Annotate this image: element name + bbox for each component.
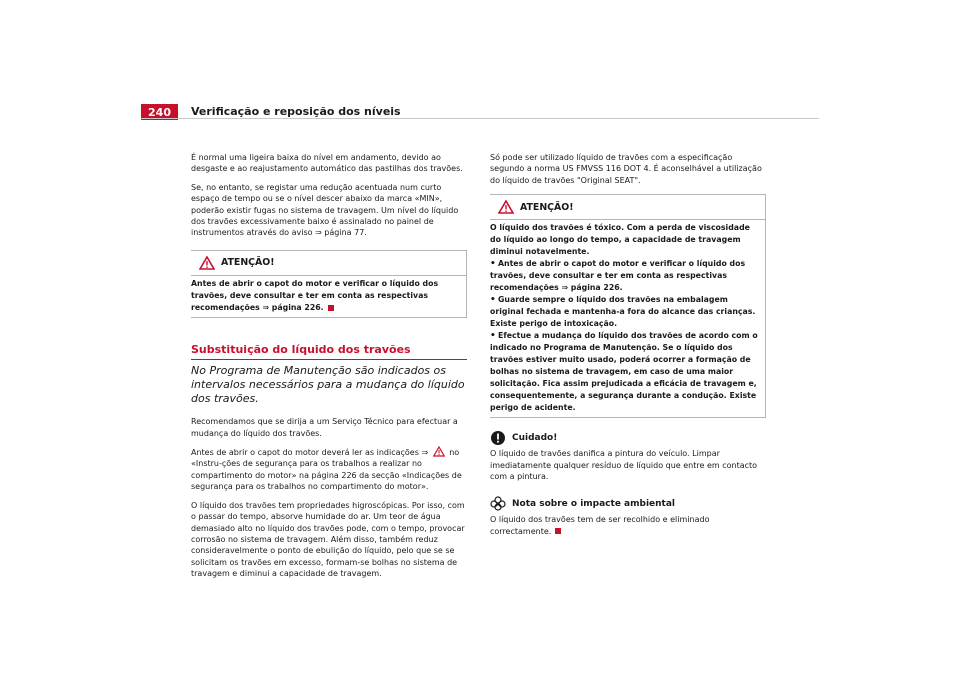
warning-text: Antes de abrir o capot do motor e verificar o líquido dos travões, deve consultar e ter em conta as respectivas recomendações ⇒ página 226. xyxy=(191,278,439,312)
caution-title: Cuidado! xyxy=(512,432,558,443)
end-marker-icon xyxy=(328,305,334,311)
flower-icon xyxy=(490,496,506,512)
warning-triangle-icon xyxy=(433,446,445,457)
paragraph: Só pode ser utilizado líquido de travões com a especificação segundo a norma US FMVSS 116 DOT 4. É aconselhável a utilização do líquido de travões "Original SEAT". xyxy=(490,153,762,185)
warning-item: • Guarde sempre o líquido dos travões na embalagem original fechada e mantenha-a fora do alcance das crianças. Existe perigo de intoxicação. xyxy=(490,295,756,329)
caution-header xyxy=(490,430,766,446)
warning-title: ATENÇÃO! xyxy=(520,201,574,213)
warning-lead: O líquido dos travões é tóxico. Com a perda de viscosidade do líquido ao longo do tempo, a capacidade de travagem diminui notavelmente. xyxy=(490,223,750,257)
paragraph: Recomendamos que se dirija a um Serviço Técnico para efectuar a mudança do líquido dos travões. xyxy=(191,417,458,438)
page-number: 240 xyxy=(141,104,178,120)
caution-text: O líquido de travões danifica a pintura do veículo. Limpar imediatamente qualquer resíduo de líquido que entre em contacto com a pintura. xyxy=(490,449,758,482)
right-column xyxy=(490,152,766,544)
caution-icon xyxy=(490,430,506,446)
left-column xyxy=(191,152,467,587)
warning-item: • Antes de abrir o capot do motor e verificar o líquido dos travões, deve consultar e ter em conta as respectivas recomendações ⇒ página 226. xyxy=(490,259,746,293)
environment-title: Nota sobre o impacte ambiental xyxy=(512,498,676,509)
warning-box xyxy=(490,194,766,418)
paragraph: Se, no entanto, se registar uma redução acentuada num curto espaço de tempo ou se o nível descer abaixo da marca «MIN», poderão existir fugas no sistema de travagem. Um nível do líquido dos travões excessivamente baixo é assinalado no painel de instrumentos através do aviso ⇒ página 77. xyxy=(191,182,459,238)
section-intro: No Programa de Manutenção são indicados os intervalos necessários para a mudança do líquido dos travões. xyxy=(191,364,465,406)
warning-item: • Efectue a mudança do líquido dos travões de acordo com o indicado no Programa de Manutenção. Se o líquido dos travões estiver muito usado, poderá ocorrer a formação de bolhas no sistema de travagem, em caso de uma maior solicitação. Fica assim prejudicada a eficácia de travagem e, consequentemente, a segurança durante a condução. Existe perigo de acidente. xyxy=(490,331,758,413)
paragraph: É normal uma ligeira baixa do nível em andamento, devido ao desgaste e ao reajustamento automático das pastilhas dos travões. xyxy=(191,153,463,174)
warning-box xyxy=(191,250,467,318)
warning-triangle-icon xyxy=(498,200,514,214)
bullet-icon: • xyxy=(490,331,496,342)
warning-triangle-icon xyxy=(199,256,215,270)
header-divider xyxy=(141,118,819,119)
environment-header xyxy=(490,496,766,512)
section-title: Substituição do líquido dos travões xyxy=(191,344,467,360)
warning-title: ATENÇÃO! xyxy=(221,257,275,269)
end-marker-icon xyxy=(555,528,561,534)
bullet-icon: • xyxy=(490,259,496,270)
environment-text: O líquido dos travões tem de ser recolhido e eliminado correctamente. xyxy=(490,515,710,536)
paragraph: O líquido dos travões tem propriedades higroscópicas. Por isso, com o passar do tempo, absorve humidade do ar. Um teor de água demasiado alto no líquido dos travões pode, com o tempo, provocar corrosão no sistema de travagem. Além disso, também reduz consideravelmente o ponto de ebulição do líquido, pelo que se se solicitam os travões em excesso, formam-se bolhas no sistema de travagem e diminui a capacidade de travagem. xyxy=(191,500,465,579)
bullet-icon: • xyxy=(490,295,496,306)
paragraph: Antes de abrir o capot do motor deverá ler as indicações ⇒ no «Instru-ções de segurança para os trabalhos a realizar no compartimento do motor» na página 226 da secção «Indicações de segurança para os trabalhos no compartimento do motor». xyxy=(191,448,462,492)
page-header-title: Verificação e reposição dos níveis xyxy=(191,105,401,118)
